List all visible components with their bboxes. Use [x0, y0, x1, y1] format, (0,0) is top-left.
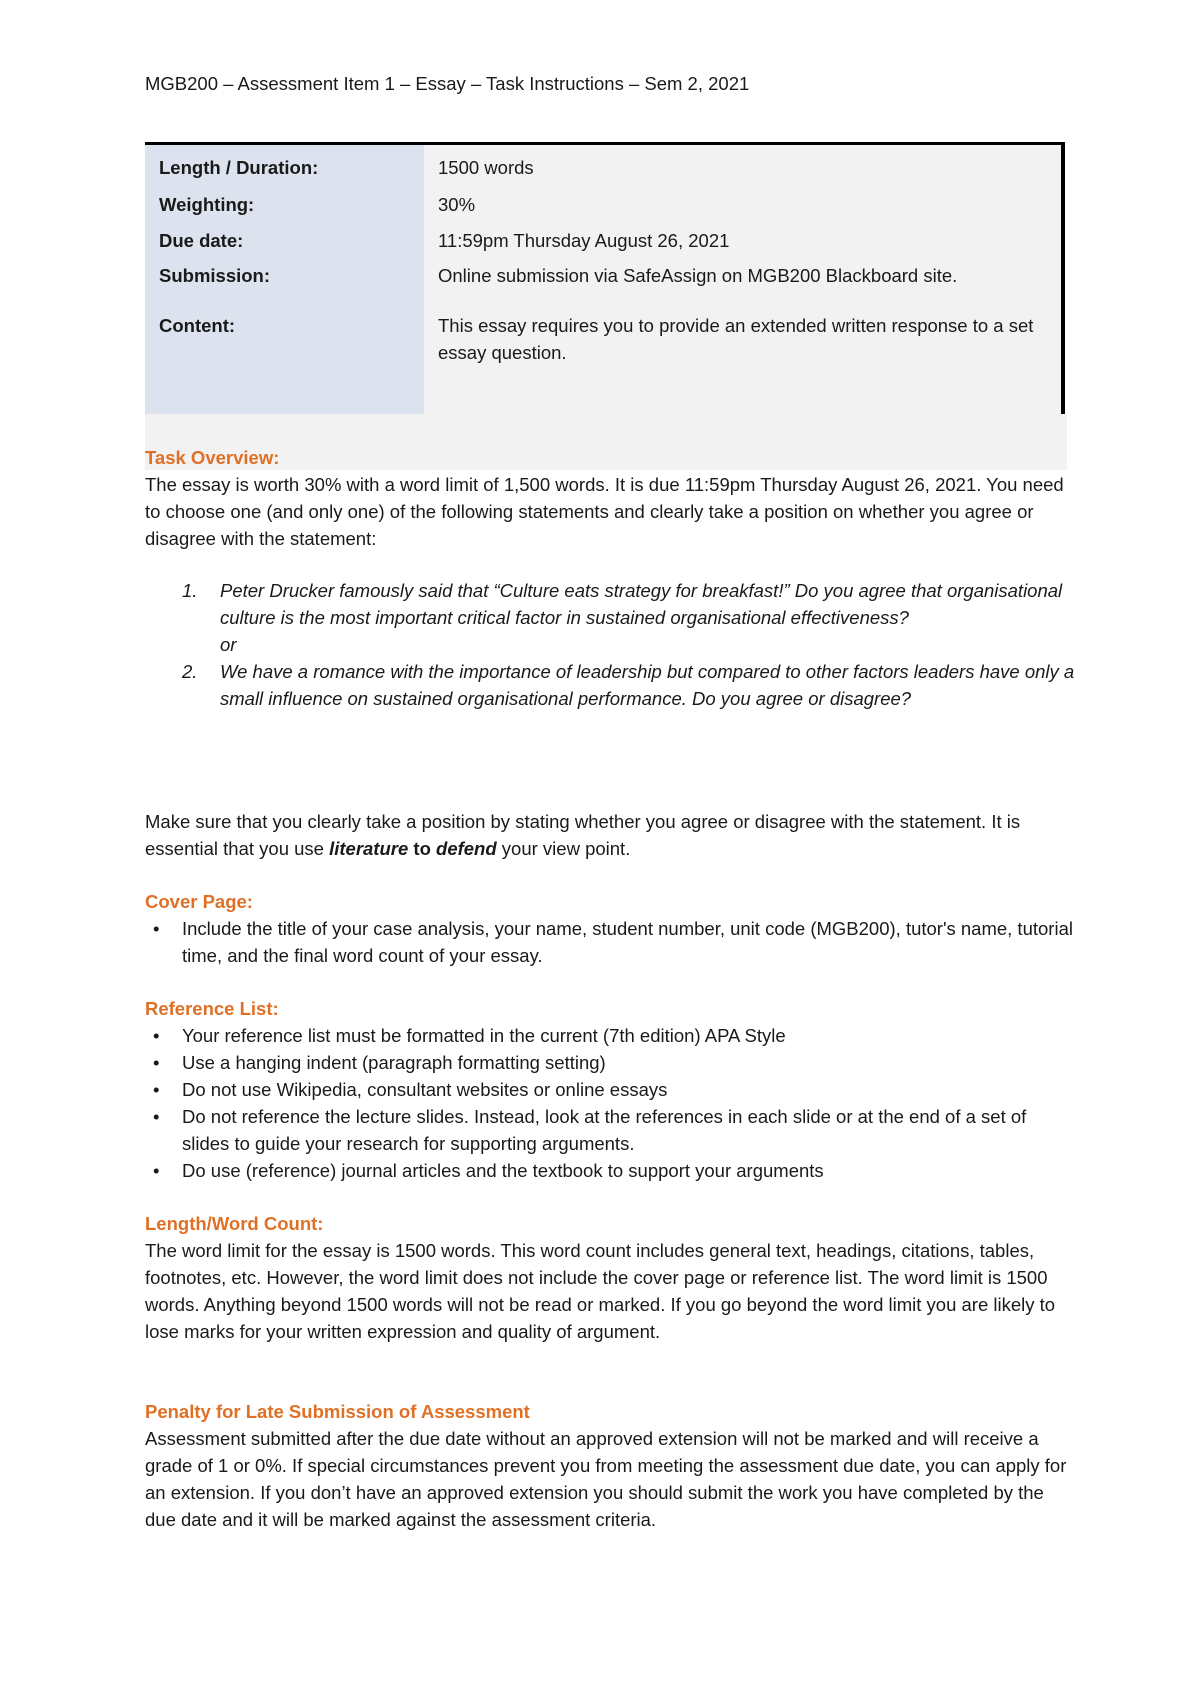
page-header: MGB200 – Assessment Item 1 – Essay – Task Instructions – Sem 2, 2021 [145, 73, 750, 94]
list-number: 2. [182, 661, 198, 682]
cover-page-heading: Cover Page: [145, 891, 253, 912]
position-text-end: your view point. [496, 838, 631, 859]
position-to: to [408, 838, 437, 859]
info-value: 30% [438, 194, 476, 215]
length-heading: Length/Word Count: [145, 1213, 324, 1234]
table-right-border [1061, 142, 1065, 414]
reference-list-items [145, 1022, 1075, 1184]
table-top-border [145, 142, 1065, 145]
info-label: Weighting: [159, 194, 255, 215]
list-item [145, 1022, 1075, 1049]
info-value: Online submission via SafeAssign on MGB200 Blackboard site. [438, 265, 958, 286]
list-item-text: Do use (reference) journal articles and the textbook to support your arguments [182, 1160, 824, 1181]
list-item [145, 658, 1075, 712]
list-item-text: Do not use Wikipedia, consultant websites or online essays [182, 1079, 668, 1100]
info-label: Submission: [159, 265, 271, 286]
task-overview-intro: The essay is worth 30% with a word limit of 1,500 words. It is due 11:59pm Thursday August 26, 2021. You need to choose one (and only one) of the following statements and clearly take a position on whether you agree or disagree with the statement: [145, 474, 1064, 549]
position-paragraph [145, 808, 1075, 862]
penalty-heading: Penalty for Late Submission of Assessment [145, 1401, 530, 1422]
bullet-icon: • [153, 1052, 160, 1073]
essay-statements-list [145, 577, 1075, 712]
emphasis-defend: defend [436, 838, 497, 859]
list-item [145, 577, 1075, 658]
list-item [145, 1157, 1075, 1184]
bullet-icon: • [153, 1106, 160, 1127]
bullet-icon: • [153, 1025, 160, 1046]
list-item [145, 915, 1075, 969]
statement-text: Peter Drucker famously said that “Culture eats strategy for breakfast!” Do you agree that organisational culture is the most important critical factor in sustained organisational effectiveness? [220, 580, 1063, 628]
bullet-icon: • [153, 918, 160, 939]
list-item [145, 1103, 1075, 1157]
statement-connector: or [220, 634, 237, 655]
list-item-text: Your reference list must be formatted in the current (7th edition) APA Style [182, 1025, 786, 1046]
bullet-icon: • [153, 1079, 160, 1100]
cover-page-list [145, 915, 1075, 969]
bullet-icon: • [153, 1160, 160, 1181]
statement-text: We have a romance with the importance of leadership but compared to other factors leaders have only a small influence on sustained organisational performance. Do you agree or disagree? [220, 661, 1075, 709]
reference-list-heading: Reference List: [145, 998, 279, 1019]
task-overview-heading: Task Overview: [145, 447, 280, 468]
list-item-text: Include the title of your case analysis, your name, student number, unit code (MGB200), tutor's name, tutorial time, and the final word count of your essay. [182, 918, 1073, 966]
info-label: Content: [159, 315, 236, 336]
list-number: 1. [182, 580, 198, 601]
penalty-paragraph: Assessment submitted after the due date without an approved extension will not be marked and will receive a grade of 1 or 0%. If special circumstances prevent you from meeting the assessment due date, you can apply for an extension. If you don’t have an approved extension you should submit the work you have completed by the due date and it will be marked against the assessment criteria. [145, 1428, 1067, 1530]
assessment-info-table [145, 142, 1065, 414]
list-item [145, 1049, 1075, 1076]
list-item [145, 1076, 1075, 1103]
info-label: Due date: [159, 230, 244, 251]
list-item-text: Use a hanging indent (paragraph formatting setting) [182, 1052, 606, 1073]
position-text: Make sure that you clearly take a position by stating whether you agree or disagree with the statement. It is essential that you use [145, 811, 1021, 859]
info-label: Length / Duration: [159, 157, 319, 178]
length-paragraph: The word limit for the essay is 1500 words. This word count includes general text, headings, citations, tables, footnotes, etc. However, the word limit does not include the cover page or reference list. The word limit is 1500 words. Anything beyond 1500 words will not be read or marked. If you go beyond the word limit you are likely to lose marks for your written expression and quality of argument. [145, 1240, 1056, 1342]
list-item-text: Do not reference the lecture slides. Instead, look at the references in each slide or at the end of a set of slides to guide your research for supporting arguments. [182, 1106, 1027, 1154]
emphasis-literature: literature [329, 838, 409, 859]
table-bottom-strip [145, 414, 1067, 470]
info-value: 11:59pm Thursday August 26, 2021 [438, 230, 730, 251]
info-value: This essay requires you to provide an extended written response to a set essay question. [438, 315, 1034, 363]
info-value: 1500 words [438, 157, 534, 178]
